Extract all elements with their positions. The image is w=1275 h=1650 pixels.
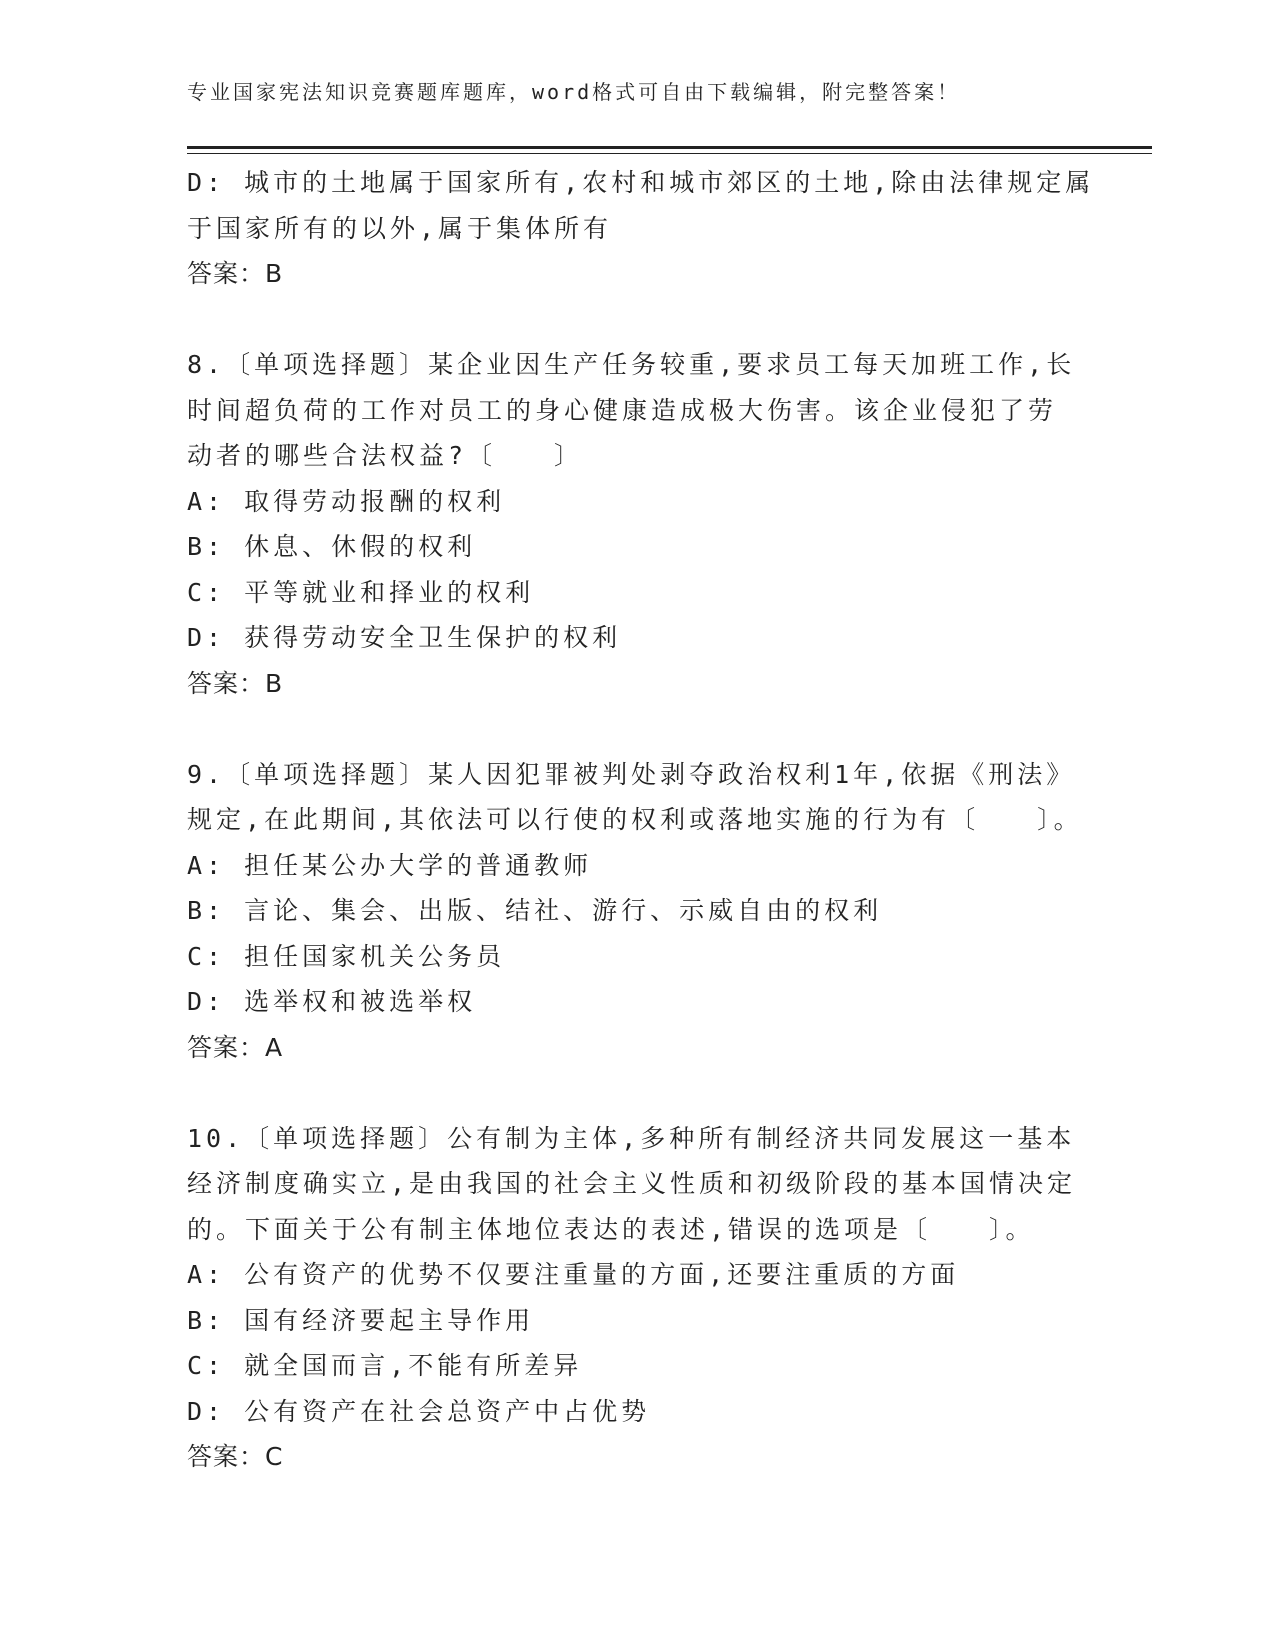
question-stem: 经济制度确实立,是由我国的社会主义性质和初级阶段的基本国情决定 [187,1169,1077,1198]
option-d: D: 选举权和被选举权 [187,987,477,1016]
header-rule-thin [187,153,1152,154]
option-a: A: 公有资产的优势不仅要注重量的方面,还要注重质的方面 [187,1260,960,1289]
option-text: 于国家所有的以外,属于集体所有 [187,213,613,243]
question-stem: 规定,在此期间,其依法可以行使的权利或落地实施的行为有〔 〕。 [187,805,1083,834]
option-c: C: 担任国家机关公务员 [187,941,506,971]
document-body [187,160,1095,1480]
option-c: C: 就全国而言,不能有所差异 [187,1351,583,1380]
option-d: D: 获得劳动安全卫生保护的权利 [187,623,622,652]
question-8 [187,342,1087,706]
spacer [187,1070,1087,1116]
option-b: B: 言论、集会、出版、结社、游行、示威自由的权利 [187,896,883,925]
answer-line: 答案：C [187,1442,284,1471]
spacer [187,706,1087,752]
option-a: A: 取得劳动报酬的权利 [187,486,506,516]
option-a: A: 担任某公办大学的普通教师 [187,850,593,880]
page-header: 专业国家宪法知识竞赛题库题库，word格式可自由下载编辑，附完整答案！ [187,80,961,104]
question-10 [187,1116,1087,1480]
question-9 [187,752,1087,1071]
question-stem: 时间超负荷的工作对员工的身心健康造成极大伤害。该企业侵犯了劳 [187,395,1058,425]
option-text: D: 城市的土地属于国家所有,农村和城市郊区的土地,除由法律规定属 [187,168,1095,197]
answer-line: 答案：A [187,1032,284,1062]
question-stem: 的。下面关于公有制主体地位表达的表述,错误的选项是〔 〕。 [187,1214,1035,1244]
answer-line: 答案：B [187,668,284,698]
answer-line: 答案：B [187,259,284,288]
question-stem: 9.〔单项选择题〕某人因犯罪被判处剥夺政治权利1年,依据《刑法》 [187,759,1076,789]
header-rule-thick [187,146,1152,149]
question-stem: 动者的哪些合法权益?〔 〕 [187,441,584,470]
option-c: C: 平等就业和择业的权利 [187,577,535,607]
question-stem: 10.〔单项选择题〕公有制为主体,多种所有制经济共同发展这一基本 [187,1123,1076,1153]
option-b: B: 休息、休假的权利 [187,532,477,561]
option-d: D: 公有资产在社会总资产中占优势 [187,1396,651,1426]
question-stem: 8.〔单项选择题〕某企业因生产任务较重,要求员工每天加班工作,长 [187,350,1076,379]
option-b: B: 国有经济要起主导作用 [187,1305,535,1335]
spacer [187,297,1087,343]
